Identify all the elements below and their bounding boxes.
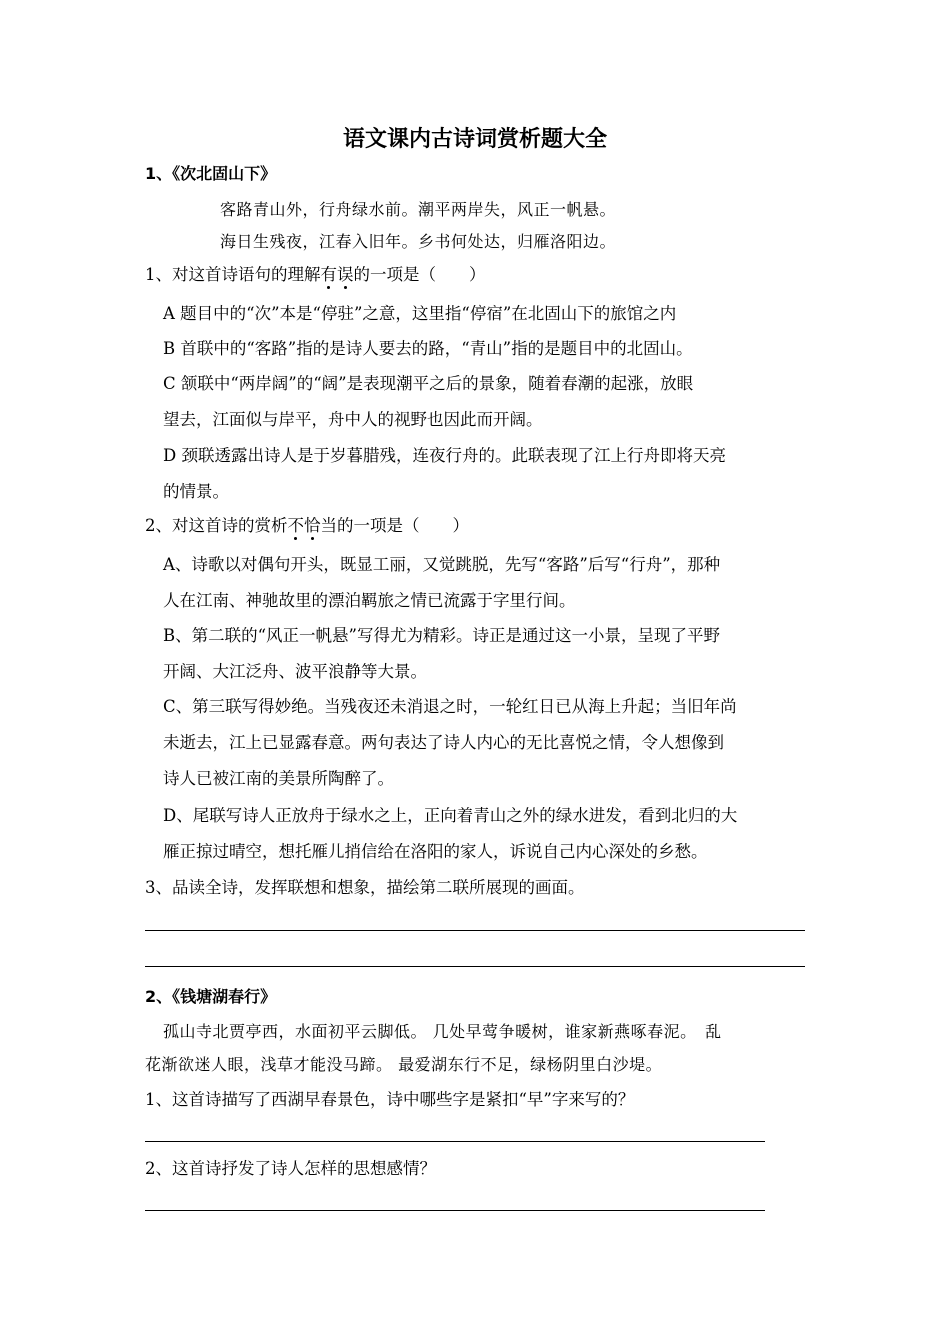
- q2-option-line: D、尾联写诗人正放舟于绿水之上，正向着青山之外的绿水进发，看到北归的大: [163, 806, 738, 825]
- q2-option-line: 未逝去，江上已显露春意。两句表达了诗人内心的无比喜悦之情，令人想像到: [163, 733, 724, 752]
- section1-poem-line1: 客路青山外，行舟绿水前。潮平两岸失，风正一帆悬。: [220, 200, 617, 219]
- section2-q1-stem: 1、这首诗描写了西湖早春景色，诗中哪些字是紧扣“早”字来写的？: [145, 1090, 635, 1109]
- section2-heading: 2、《钱塘湖春行》: [145, 987, 277, 1006]
- q1-option-line: C 颔联中“两岸阔”的“阔”是表现潮平之后的景象，随着春潮的起涨，放眼: [163, 374, 694, 393]
- section1-poem-line2: 海日生残夜，江春入旧年。乡书何处达，归雁洛阳边。: [220, 232, 617, 251]
- q2-option-line: 诗人已被江南的美景所陶醉了。: [163, 769, 394, 788]
- section2-poem-line1: 孤山寺北贾亭西，水面初平云脚低。 几处早莺争暖树，谁家新燕啄春泥。 乱: [163, 1022, 722, 1041]
- q2-option-line: 雁正掠过晴空，想托雁儿捎信给在洛阳的家人，诉说自己内心深处的乡愁。: [163, 842, 708, 861]
- emphasis-char: 误: [337, 265, 354, 284]
- emphasis-char: 恰: [304, 516, 321, 535]
- section2-q2-stem: 2、这首诗抒发了诗人怎样的思想感情？: [145, 1159, 436, 1178]
- q2-option-line: B、第二联的“风正一帆悬”写得尤为精彩。诗正是通过这一小景，呈现了平野: [163, 626, 720, 645]
- emphasis-char: 有: [320, 265, 337, 284]
- q2-stem-post: 当的一项是（ ）: [320, 516, 469, 535]
- q1-option-line: A 题目中的“次”本是“停驻”之意，这里指“停宿”在北固山下的旅馆之内: [163, 304, 677, 323]
- section1-q3-stem: 3、品读全诗，发挥联想和想象，描绘第二联所展现的画面。: [145, 878, 585, 897]
- q2-option-line: 开阔、大江泛舟、波平浪静等大景。: [163, 662, 427, 681]
- q1-stem-pre: 1、对这首诗语句的理解: [145, 265, 321, 284]
- q1-stem-post: 的一项是（ ）: [353, 265, 486, 284]
- q1-option-line: 的情景。: [163, 482, 229, 501]
- q1-option-line: D 颈联透露出诗人是于岁暮腊残，连夜行舟的。此联表现了江上行舟即将天亮: [163, 446, 726, 465]
- q2-option-line: C、第三联写得妙绝。当残夜还未消退之时，一轮红日已从海上升起；当旧年尚: [163, 697, 737, 716]
- section1-q2-stem: [145, 514, 469, 538]
- page-title: 语文课内古诗词赏析题大全: [342, 127, 607, 152]
- emphasis-char: 不: [287, 516, 304, 535]
- answer-line: [145, 966, 805, 967]
- q2-option-line: A、诗歌以对偶句开头，既显工丽，又觉跳脱，先写“客路”后写“行舟”，那种: [163, 555, 721, 574]
- q1-option-line: 望去，江面似与岸平，舟中人的视野也因此而开阔。: [163, 410, 543, 429]
- answer-line: [145, 1141, 765, 1142]
- section2-poem-line2: 花渐欲迷人眼，浅草才能没马蹄。 最爱湖东行不足，绿杨阴里白沙堤。: [145, 1055, 663, 1074]
- q2-stem-pre: 2、对这首诗的赏析: [145, 516, 288, 535]
- q2-option-line: 人在江南、神驰故里的漂泊羁旅之情已流露于字里行间。: [163, 591, 576, 610]
- answer-line: [145, 930, 805, 931]
- q1-option-line: B 首联中的“客路”指的是诗人要去的路，“青山”指的是题目中的北固山。: [163, 339, 693, 358]
- section1-heading: 1、《次北固山下》: [145, 164, 277, 183]
- section1-q1-stem: [145, 263, 486, 287]
- answer-line: [145, 1210, 765, 1211]
